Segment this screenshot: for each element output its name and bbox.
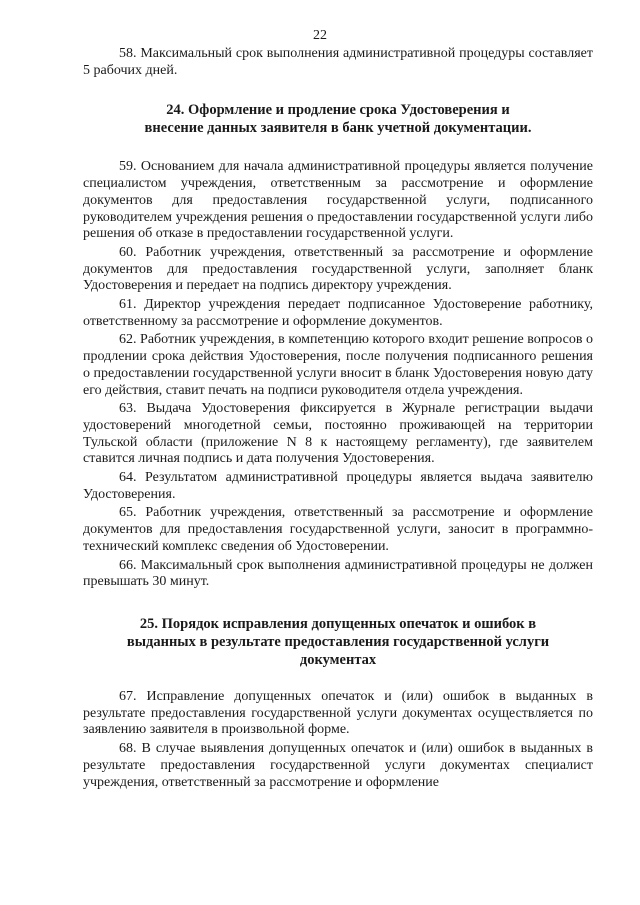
paragraph-68: 68. В случае выявления допущенных опечаток и (или) ошибок в выданных в результате предоставления государственной услуги документах специалист учреждения, ответственный за рассмотрение и оформление — [83, 741, 593, 790]
paragraph-61: 61. Директор учреждения передает подписанное Удостоверение работнику, ответственному за рассмотрение и оформление документов. — [83, 297, 593, 329]
paragraph-65: 65. Работник учреждения, ответственный за рассмотрение и оформление документов для предоставления государственной услуги, заносит в программно-технический комплекс сведения об Удостоверении. — [83, 505, 593, 554]
paragraph-64: 64. Результатом административной процедуры является выдача заявителю Удостоверения. — [83, 470, 593, 502]
section-25-heading-line1: 25. Порядок исправления допущенных опечаток и ошибок в — [139, 615, 537, 632]
paragraph-58: 58. Максимальный срок выполнения административной процедуры составляет 5 рабочих дней. — [83, 46, 593, 78]
paragraph-62: 62. Работник учреждения, в компетенцию которого входит решение вопросов о продлении срока действия Удостоверения, после получения подписанного решения о предоставлении государственной услуги вносит в бланк Удостоверения новую дату его действия, ставит печать на подписи руководителя отдела учреждения. — [83, 332, 593, 398]
section-24-heading-line1: 24. Оформление и продление срока Удостоверения и — [166, 102, 510, 119]
paragraph-67: 67. Исправление допущенных опечаток и (или) ошибок в выданных в результате предоставления государственной услуги документах осуществляется по заявлению заявителя в произвольной форме. — [83, 688, 593, 738]
section-25-heading — [83, 615, 593, 669]
section-24-heading-line2: внесение данных заявителя в банк учетной документации. — [144, 120, 532, 137]
page-number: 22 — [313, 28, 327, 43]
paragraph-59: 59. Основанием для начала административной процедуры является получение специалистом учреждения, ответственным за рассмотрение и оформление документов для предоставления государственной услуги, подписанного руководителем учреждения решения о предоставлении государственной услуги либо решения об отказе в предоставлении государственной услуги. — [83, 159, 593, 242]
document-body — [83, 46, 593, 793]
paragraph-66: 66. Максимальный срок выполнения административной процедуры не должен превышать 30 минут. — [83, 557, 593, 590]
section-25-heading-line3: документах — [299, 651, 377, 668]
paragraph-63: 63. Выдача Удостоверения фиксируется в Журнале регистрации выдачи удостоверений многодетной семьи, постоянно проживающей на территории Тульской области (приложение N 8 к настоящему регламенту), где заявителем ставится личная подпись и дата получения Удостоверения. — [83, 401, 593, 467]
paragraph-60: 60. Работник учреждения, ответственный за рассмотрение и оформление документов для предоставления государственной услуги, заполняет бланк Удостоверения и передает на подпись директору учреждения. — [83, 244, 593, 294]
section-24-heading — [83, 101, 593, 137]
section-25-heading-line2: выданных в результате предоставления государственной услуги — [126, 633, 550, 650]
